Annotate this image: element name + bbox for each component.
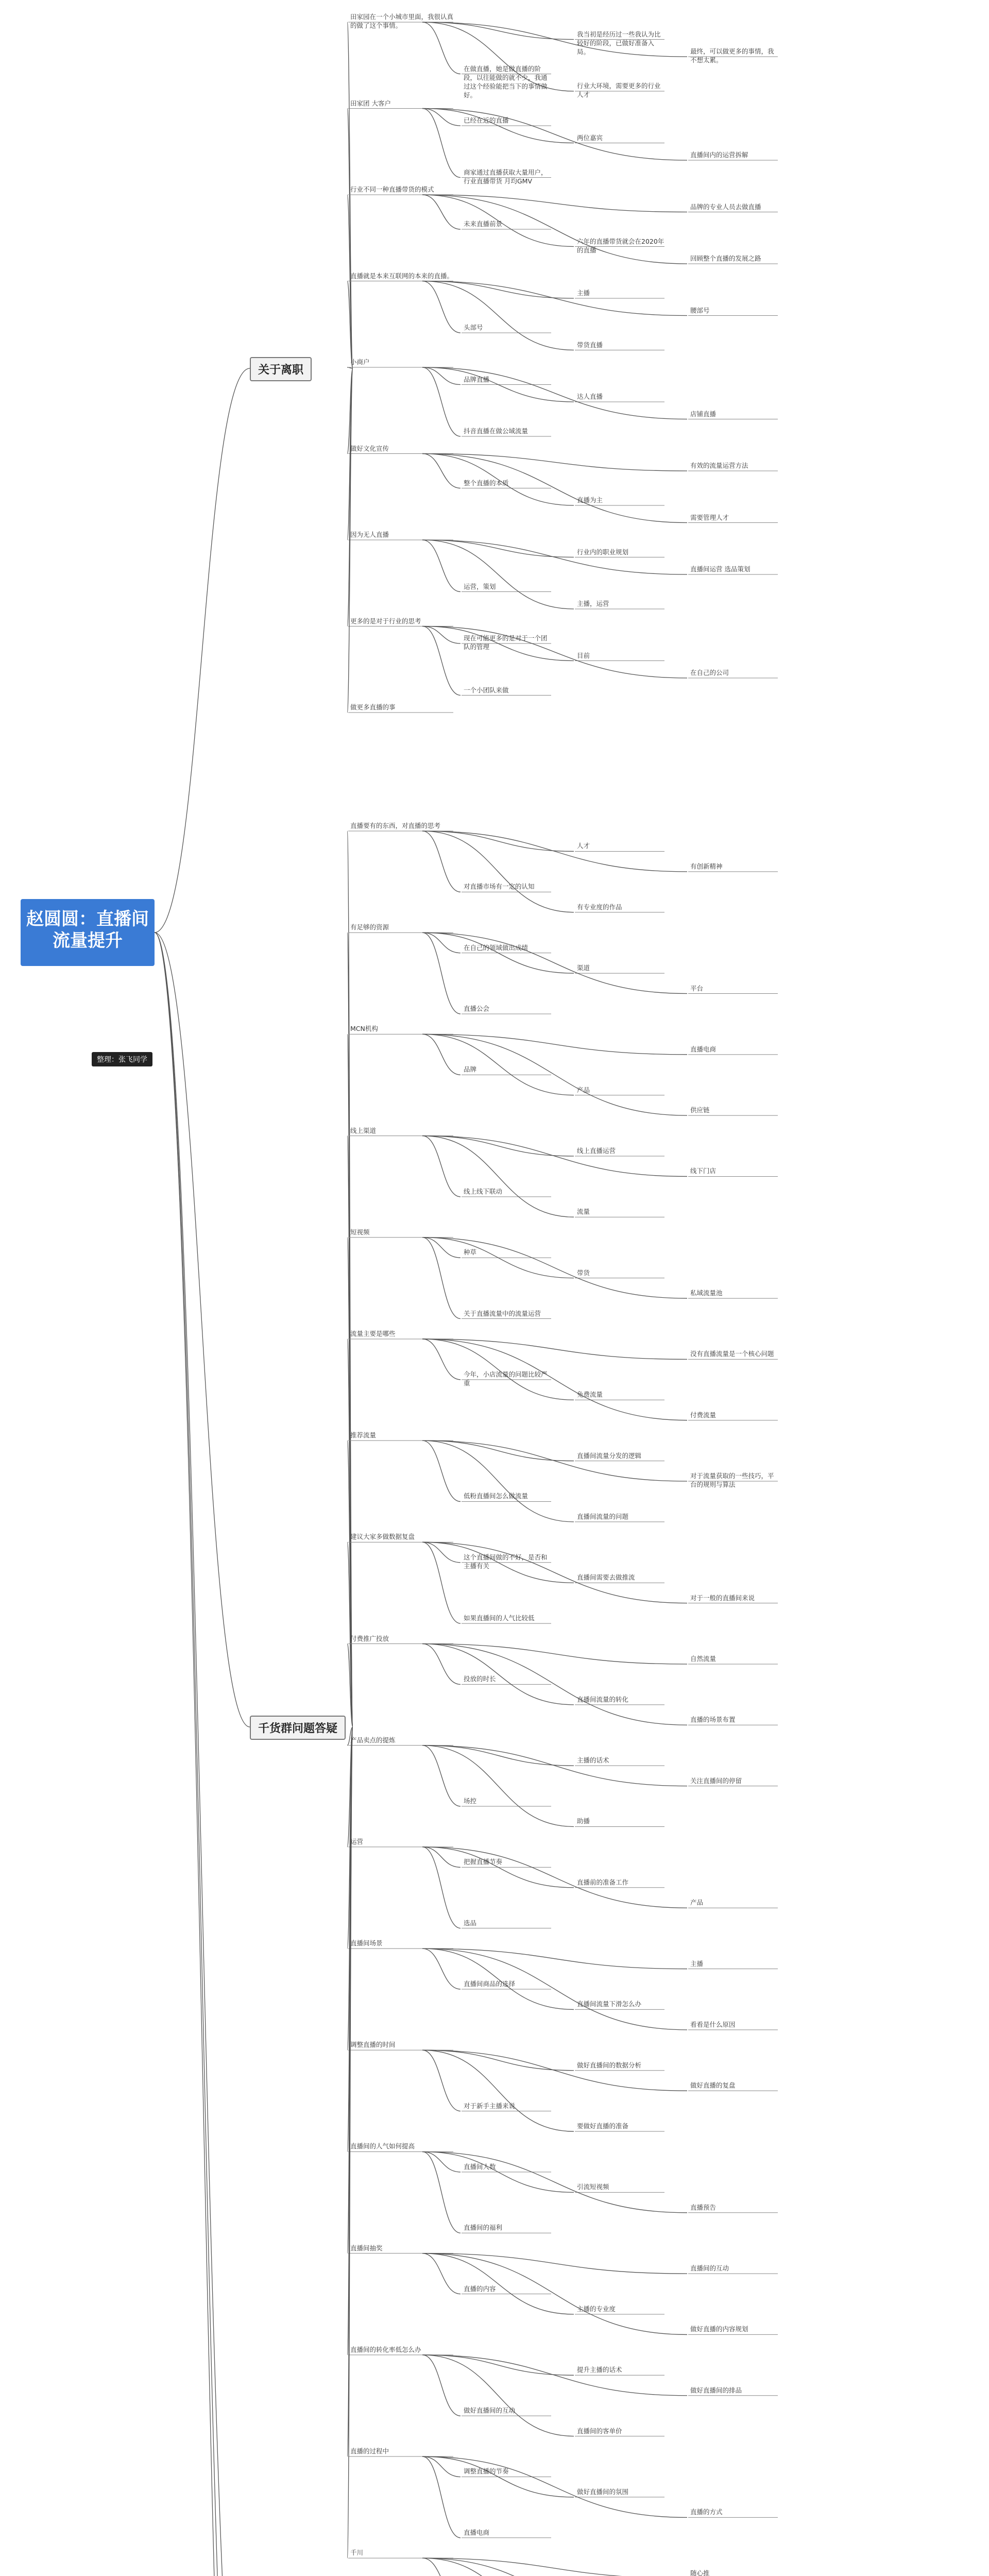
mindmap-node: 主播: [577, 289, 590, 297]
mindmap-node: 直播要有的东西，对直播的思考: [350, 822, 441, 829]
child-connector: [422, 2050, 461, 2111]
mindmap-node: 直播的内容: [464, 2284, 496, 2293]
mindmap-node: 调整直播的节奏: [464, 2467, 509, 2476]
mindmap-node: 主播的话术: [577, 1756, 609, 1765]
mindmap-node: 带货: [577, 1268, 590, 1277]
mindmap-node: 直播间流量的问题: [577, 1512, 629, 1520]
mindmap-node: 做好直播间的互动: [464, 2406, 516, 2415]
mindmap-node: 直播的方式: [690, 2508, 723, 2516]
mindmap-node: 直播的场景布置: [690, 1716, 736, 1724]
mindmap-node: 直播间流量下滑怎么办: [577, 2000, 642, 2008]
child-connector: [422, 1847, 461, 1928]
mindmap-node: 直播就是本来互联网的本来的直播。: [350, 272, 454, 280]
mindmap-node: 直播间流量的转化: [577, 1695, 629, 1703]
mindmap-node: 免费流量: [577, 1391, 603, 1399]
child-connector: [422, 626, 461, 696]
mindmap-node: 两位嘉宾: [577, 133, 603, 142]
child-connector: [422, 195, 461, 229]
mindmap-node: 提升主播的话术: [577, 2366, 622, 2374]
mindmap-node: 已经在近的直播: [464, 116, 509, 124]
mindmap-node: 品牌: [464, 1065, 477, 1074]
mindmap-node: 平台: [690, 984, 704, 992]
child-connector: [422, 2253, 461, 2294]
child-connector: [422, 281, 461, 333]
mindmap-node: 腰部号: [690, 306, 710, 314]
root-connector: [155, 933, 250, 1727]
child-connector: [422, 933, 461, 1014]
child-connector: [422, 454, 461, 488]
child-connector: [422, 540, 461, 592]
mindmap-node: 直播预告: [690, 2203, 717, 2211]
mindmap-node: 主播: [690, 1959, 704, 1968]
mindmap-node: 直播间的客单价: [577, 2427, 622, 2435]
mindmap-node: 直播间的转化率低怎么办: [350, 2345, 421, 2353]
mindmap-node: 对于流量获取的一些技巧，平台的规则与算法: [690, 1472, 774, 1489]
mindmap-node: 直播电商: [690, 1045, 717, 1053]
mindmap-node: 直播公会: [464, 1004, 490, 1012]
child-connector: [422, 22, 461, 74]
mindmap-node: 直播间抽奖: [350, 2244, 383, 2252]
mindmap-node: 随心推: [690, 2569, 710, 2576]
mindmap-node: 私域流量池: [690, 1289, 723, 1297]
mindmap-node: 直播电商: [464, 2528, 490, 2536]
mindmap-node: 付费推广投放: [350, 1634, 389, 1642]
mindmap-node: 抖音直播在做公域流量: [464, 427, 528, 435]
mindmap-node: 有创新精神: [690, 862, 723, 870]
mindmap-node: 自然流量: [690, 1654, 717, 1663]
mindmap-node: 付费流量: [690, 1411, 717, 1419]
mindmap-node: MCN机构: [350, 1025, 378, 1033]
mindmap-node: 产品: [577, 1086, 590, 1094]
child-connector: [422, 2456, 461, 2538]
child-connector: [422, 2558, 687, 2576]
mindmap-node: 在自己的领域做出成绩: [464, 943, 528, 952]
mindmap-node: 关注直播间的停留: [690, 1776, 742, 1785]
mindmap-node: 做好直播间的氛围: [577, 2487, 629, 2496]
mindmap-node: 没有直播流量是一个核心问题: [690, 1350, 774, 1358]
mindmap-node: 千川: [350, 2549, 364, 2557]
child-connector: [422, 367, 461, 436]
mindmap-node: 直播间的福利: [464, 2224, 503, 2232]
mindmap-node: 线上线下联动: [464, 1187, 503, 1195]
mindmap-node: 对于新手主播来说: [464, 2102, 516, 2110]
mindmap-node: 直播间场景: [350, 1939, 383, 1947]
mindmap-node: 直播间商品的选择: [464, 1979, 516, 1988]
mindmap-node: 直播前的准备工作: [577, 1878, 629, 1886]
mindmap-node: 今年，小店流量的问题比较严重: [464, 1370, 548, 1387]
mindmap-node: 目前: [577, 651, 590, 659]
mindmap-node: 现在可能更多的是对于一个团队的管理: [464, 634, 548, 651]
mindmap-node: 有专业度的作品: [577, 903, 622, 911]
mindmap-node: 整个直播的本质: [464, 479, 509, 487]
mindmap-node: 做好直播的复盘: [690, 2081, 736, 2090]
root-connector: [155, 933, 250, 2576]
mindmap-node: 商家通过直播获取大量用户，行业直播带货 月均GMV: [464, 168, 548, 185]
mindmap-node: 引流短视频: [577, 2183, 609, 2191]
mindmap-node: 更多的是对于行业的思考: [350, 617, 421, 625]
mindmap-node: 直播间运营 选品策划: [690, 565, 751, 573]
section-1: 关于离职: [250, 357, 312, 381]
child-connector: [422, 1440, 461, 1501]
child-connector: [422, 2558, 461, 2576]
mindmap-node: 直播间内的运营拆解: [690, 151, 748, 159]
root-connector: [155, 933, 250, 2576]
mindmap-node: 要做好直播的准备: [577, 2122, 629, 2130]
mindmap-node: 做更多直播的事: [350, 703, 396, 711]
child-connector: [422, 1339, 461, 1380]
mindmap-node: 这个直播间做的不好，是否和主播有关: [464, 1553, 548, 1570]
author-tag: 整理：张飞同学: [92, 1052, 152, 1066]
child-connector: [422, 1542, 461, 1623]
mindmap-node: 达人直播: [577, 393, 603, 400]
child-connector: [422, 831, 461, 892]
mindmap-node: 因为无人直播: [350, 531, 389, 538]
child-connector: [422, 2151, 461, 2233]
mindmap-node: 直播间需要去做推流: [577, 1573, 635, 1582]
mindmap-node: 在自己的公司: [690, 669, 729, 676]
mindmap-node: 直播间的人气如何提高: [350, 2142, 415, 2150]
mindmap-node: 投放的时长: [464, 1675, 496, 1683]
mindmap-node: 直播间人数: [464, 2162, 496, 2171]
mindmap-node: 我当初是经历过一些我认为比较好的阶段，已做好准备入局。: [577, 30, 661, 56]
section-2: 千货群问题答疑: [250, 1716, 346, 1740]
mindmap-node: 种草: [464, 1248, 477, 1257]
child-connector: [422, 1948, 461, 1989]
mindmap-node: 对直播市场有一定的认知: [464, 883, 535, 891]
mindmap-node: 回顾整个直播的发展之路: [690, 255, 761, 262]
mindmap-node: 行业内的职业规划: [577, 548, 629, 556]
mindmap-node: 关于直播流量中的流量运营: [464, 1309, 541, 1317]
root-title: 赵圆圆：直播间流量提升: [26, 909, 149, 951]
mindmap-node: 线下门店: [690, 1167, 717, 1175]
mindmap-node: 场控: [464, 1797, 477, 1805]
mindmap-node: 有足够的资源: [350, 923, 389, 931]
mindmap-node: 流量主要是哪些: [350, 1329, 396, 1337]
mindmap-node: 对于一般的直播间来说: [690, 1594, 755, 1602]
mindmap-node: 直播为主: [577, 496, 603, 504]
mindmap-node: 渠道: [577, 964, 590, 972]
child-connector: [422, 1136, 461, 1197]
mindmap-node: 低粉直播间怎么做流量: [464, 1492, 528, 1500]
root-connector: [155, 368, 250, 933]
mindmap-node: 一个小团队来做: [464, 686, 509, 694]
mindmap-node: 最终，可以做更多的事情，我不想太累。: [690, 47, 774, 64]
mindmap-node: 做好文化宣传: [350, 444, 389, 452]
mindmap-node: 小商户: [350, 358, 370, 366]
mindmap-node: 做好直播间的数据分析: [577, 2061, 642, 2069]
mindmap-node: 短视频: [350, 1228, 370, 1236]
mindmap-node: 需要管理人才: [690, 513, 729, 521]
mindmap-node: 做好直播的内容规划: [690, 2325, 748, 2333]
mindmap-node: 品牌的专业人员去做直播: [690, 202, 761, 211]
mindmap-node: 线上直播运营: [577, 1147, 616, 1155]
mindmap-node: 未来直播前景: [464, 220, 503, 228]
mindmap-node: 运营: [350, 1837, 364, 1845]
mindmap-node: 主播，运营: [577, 600, 609, 607]
mindmap-node: 把握直播节奏: [464, 1858, 503, 1866]
mindmap-node: 推荐流量: [350, 1431, 377, 1439]
mindmap-node: 在做直播，她是做直播的阶段，以往能做的就不少，我通过这个经验能把当下的事情做好。: [464, 64, 548, 99]
mindmap-node: 店铺直播: [690, 410, 717, 418]
child-connector: [422, 109, 461, 178]
mindmap-node: 直播间流量分发的逻辑: [577, 1451, 642, 1460]
mindmap-node: 做好直播间的排品: [690, 2386, 742, 2394]
mindmap-node: 带货直播: [577, 341, 603, 349]
mindmap-node: 流量: [577, 1208, 590, 1216]
mindmap-node: 直播的过程中: [350, 2447, 389, 2455]
mindmap-node: 如果直播间的人气比较低: [464, 1614, 535, 1622]
child-connector: [422, 2355, 461, 2416]
mindmap-node: 建议大家多做数据复盘: [350, 1533, 415, 1541]
mindmap-node: 行业大环境，需要更多的行业人才: [577, 82, 661, 98]
mindmap-node: 助播: [577, 1817, 590, 1825]
mindmap-node: 选品: [464, 1919, 477, 1927]
mindmap-node: 供应链: [690, 1106, 710, 1114]
mindmap-node: 头部号: [464, 324, 483, 331]
mindmap-node: 行业不同一种直播带货的模式: [350, 185, 434, 193]
mindmap-node: 产品: [690, 1899, 704, 1907]
mindmap-node: 田家团 大客户: [350, 99, 391, 107]
mindmap-node: 品牌直播: [464, 375, 490, 383]
mindmap-node: 产品卖点的提炼: [350, 1736, 396, 1744]
child-connector: [422, 1238, 461, 1319]
child-connector: [422, 1034, 461, 1075]
mindmap-node: 线上渠道: [350, 1126, 377, 1134]
mindmap-node: 人才: [577, 842, 590, 850]
mindmap-node: 看看是什么原因: [690, 2020, 736, 2028]
child-connector: [422, 1745, 461, 1806]
mindmap-node: 六年的直播带货就会在2020年的直播: [577, 237, 664, 254]
mindmap-node: 田家园在一个小城市里面，我很认真的做了这个事情。: [350, 13, 454, 29]
mindmap-node: 调整直播的时间: [350, 2041, 396, 2049]
mindmap-node: 运营，策划: [464, 582, 496, 590]
root-connector: [155, 933, 250, 2576]
mindmap-node: 主播的专业度: [577, 2304, 616, 2313]
mindmap-node: 有效的流量运营方法: [690, 462, 748, 469]
mindmap-node: 直播间的互动: [690, 2264, 729, 2273]
child-connector: [422, 1644, 461, 1685]
